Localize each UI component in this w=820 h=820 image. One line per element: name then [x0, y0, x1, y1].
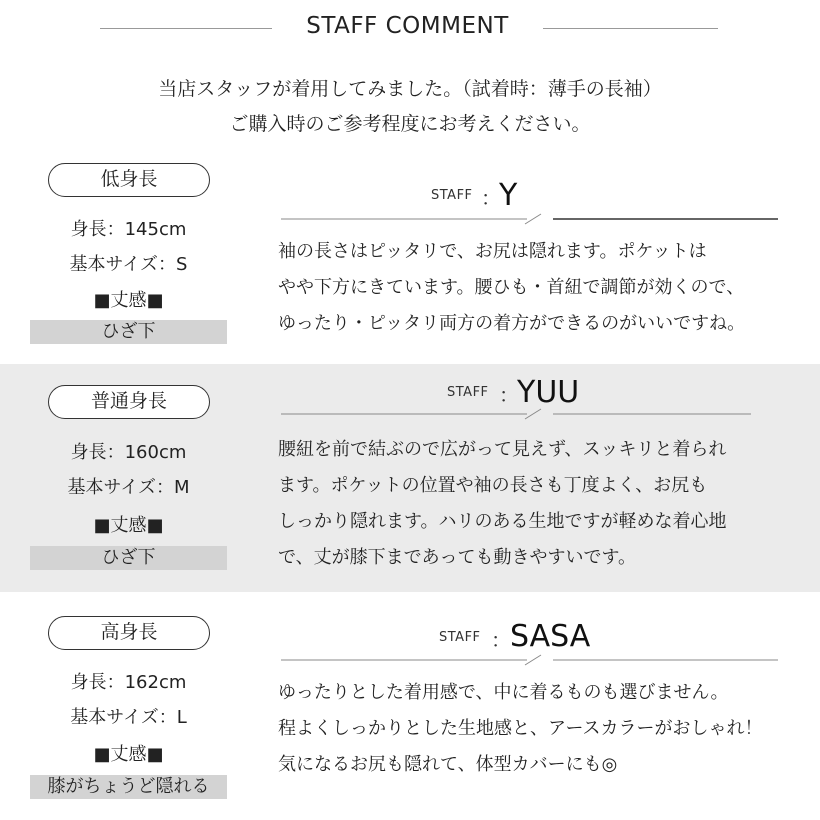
staff-colon: ： [499, 383, 520, 407]
length-value: 膝がちょうど隠れる [30, 775, 227, 799]
staff-label: STAFF [447, 385, 489, 400]
staff-name: YUU [517, 375, 580, 410]
speech-divider-line [281, 655, 778, 667]
staff-name-heading [281, 375, 778, 425]
comment-line: 袖の長さはピッタリで、お尻は隠れます。ポケットは [278, 241, 707, 262]
intro-line: 当店スタッフが着用してみました。（試着時：薄手の長袖） [158, 78, 662, 100]
header-divider-right [543, 28, 718, 29]
staff-label: STAFF [439, 630, 481, 645]
staff-height: 身長：145cm [70, 219, 187, 240]
staff-section-short [0, 150, 820, 364]
comment-line: 気になるお尻も隠れて、体型カバーにも◎ [278, 754, 618, 775]
height-category-badge: 普通身長 [48, 385, 210, 419]
staff-colon: ： [491, 628, 512, 652]
staff-colon: ： [481, 186, 502, 210]
intro-text [0, 72, 820, 142]
header-divider-left [100, 28, 272, 29]
staff-section-tall [0, 592, 820, 820]
comment-line: やや下方にきています。腰ひも・首紐で調節が効くので、 [278, 277, 745, 298]
staff-height: 身長：162cm [70, 672, 187, 693]
height-category-badge: 高身長 [48, 616, 210, 650]
page-title: STAFF COMMENT [306, 13, 509, 39]
staff-size: 基本サイズ：L [70, 707, 187, 728]
staff-label: STAFF [431, 188, 473, 203]
staff-size: 基本サイズ：S [69, 254, 188, 275]
page-header [0, 0, 820, 62]
comment-line: ゆったり・ピッタリ両方の着方ができるのがいいですね。 [278, 313, 746, 334]
staff-comment [278, 234, 803, 342]
speech-divider-line [281, 214, 778, 226]
length-value: ひざ下 [30, 320, 227, 344]
comment-line: 程よくしっかりとした生地感と、アースカラーがおしゃれ！ [278, 718, 763, 739]
staff-name: SASA [510, 619, 591, 654]
staff-comment [278, 432, 803, 576]
staff-size: 基本サイズ：M [67, 477, 190, 498]
comment-line: で、丈が膝下まであっても動きやすいです。 [278, 547, 637, 568]
length-title: ■丈感■ [93, 515, 164, 536]
comment-line: しっかり隠れます。ハリのある生地ですが軽めな着心地 [278, 511, 727, 532]
intro-line: ご購入時のご参考程度にお考えください。 [229, 113, 591, 135]
staff-section-average [0, 364, 820, 592]
comment-line: 腰紐を前で結ぶので広がって見えず、スッキリと着られ [278, 439, 727, 460]
comment-line: ます。ポケットの位置や袖の長さも丁度よく、お尻も [278, 475, 708, 496]
staff-name-heading [281, 178, 778, 228]
staff-comment [278, 675, 803, 783]
speech-divider-line [281, 409, 778, 421]
length-title: ■丈感■ [93, 744, 164, 765]
length-title: ■丈感■ [93, 290, 164, 311]
staff-height: 身長：160cm [70, 442, 187, 463]
staff-name: Y [499, 178, 518, 213]
comment-line: ゆったりとした着用感で、中に着るものも選びません。 [278, 682, 729, 703]
height-category-badge: 低身長 [48, 163, 210, 197]
length-value: ひざ下 [30, 546, 227, 570]
staff-name-heading [281, 621, 778, 671]
